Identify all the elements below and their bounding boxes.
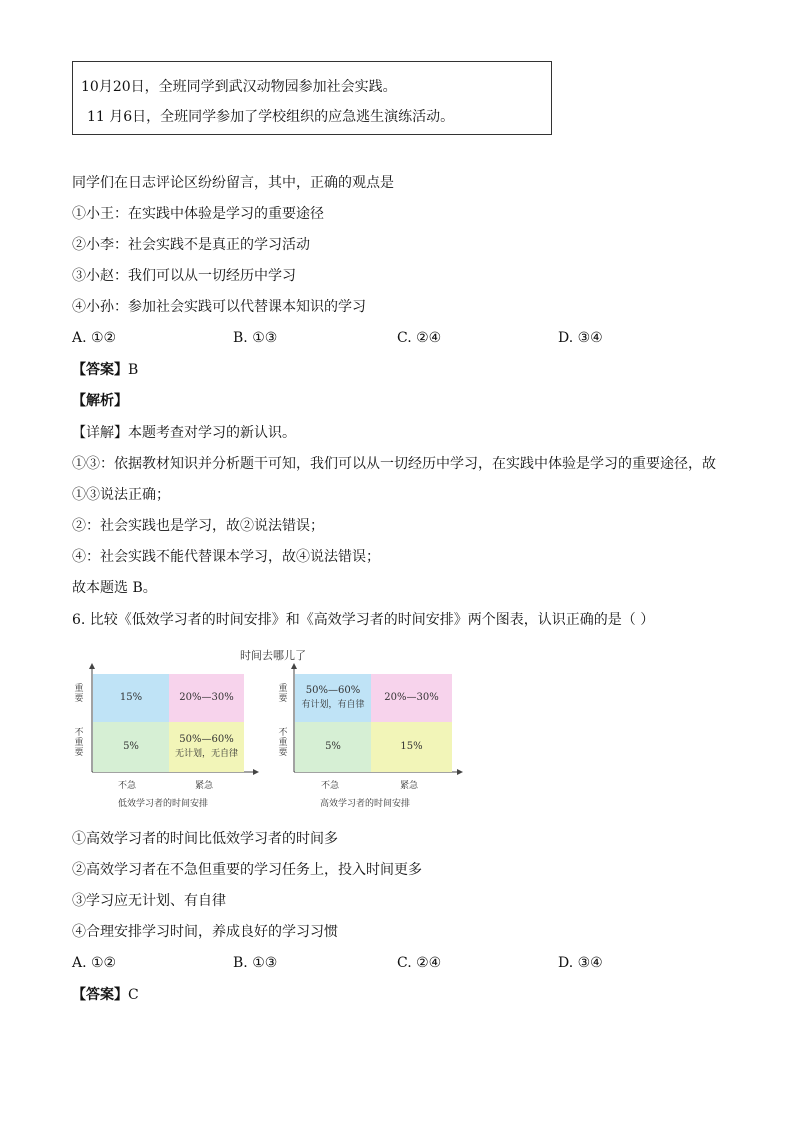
right-chart-caption: 高效学习者的时间安排 [320, 799, 411, 809]
q5-analysis-line-2: ①③说法正确； [72, 487, 170, 503]
left-cell-bottom-right-note: 无计划，无自律 [174, 749, 238, 759]
right-cell-top-left-note: 有计划，有自律 [301, 700, 365, 710]
q6-option-a: A. ①② [72, 955, 117, 971]
q5-answer [72, 361, 138, 379]
high-efficiency-chart [276, 662, 466, 812]
q6-option-b: B. ①③ [233, 955, 278, 971]
right-x-label-left: 不急 [321, 781, 340, 791]
left-cell-top-left [93, 674, 169, 722]
left-cell-top-right-value: 20%—30% [179, 692, 234, 703]
right-cell-top-left-value: 50%—60% [305, 685, 361, 696]
q5-answer-label: 【答案】 [72, 362, 128, 378]
q5-analysis-line-1: ①③：依据教材知识并分析题干可知，我们可以从一切经历中学习，在实践中体验是学习的重要途径，故 [72, 456, 716, 472]
q6-answer-label: 【答案】 [72, 987, 128, 1003]
right-cell-bottom-left-value: 5% [325, 741, 341, 752]
context-box [72, 61, 552, 135]
q6-answer-value: C [128, 987, 139, 1003]
low-efficiency-chart [72, 662, 272, 812]
box-line-1: 10月20日，全班同学到武汉动物园参加社会实践。 [81, 79, 397, 95]
left-y-label-bottom: 不重要 [74, 728, 84, 758]
q5-statement-1: ①小王：在实践中体验是学习的重要途径 [72, 206, 324, 222]
q6-option-d: D. ③④ [558, 955, 603, 971]
box-line-2: 11 月6日，全班同学参加了学校组织的应急逃生演练活动。 [87, 109, 455, 125]
left-cell-bottom-right [169, 722, 244, 772]
left-cell-bottom-left-value: 5% [123, 741, 139, 752]
right-cell-top-left [295, 674, 371, 722]
q6-option-c: C. ②④ [397, 955, 442, 971]
q5-option-c: C. ②④ [397, 330, 442, 346]
right-y-label-top: 重要 [278, 684, 288, 704]
right-cell-bottom-left [295, 722, 371, 772]
left-cell-top-right [169, 674, 244, 722]
right-cell-top-right [371, 674, 452, 722]
q5-option-d: D. ③④ [558, 330, 603, 346]
q5-detail [72, 424, 296, 442]
q6-statement-2: ②高效学习者在不急但重要的学习任务上，投入时间更多 [72, 862, 422, 878]
q5-statement-3: ③小赵：我们可以从一切经历中学习 [72, 268, 296, 284]
left-y-label-top: 重要 [74, 684, 84, 704]
q6-answer [72, 986, 139, 1004]
chart-title: 时间去哪儿了 [240, 649, 306, 662]
q5-statement-4: ④小孙：参加社会实践可以代替课本知识的学习 [72, 299, 366, 315]
left-chart-caption: 低效学习者的时间安排 [118, 799, 209, 809]
q5-analysis-label [72, 392, 128, 410]
q5-analysis-label-text: 【解析】 [72, 393, 128, 409]
q6-statement-3: ③学习应无计划、有自律 [72, 893, 226, 909]
right-y-label-bottom: 不重要 [278, 728, 288, 758]
q6-stem: 6. 比较《低效学习者的时间安排》和《高效学习者的时间安排》两个图表，认识正确的是（ ） [72, 612, 655, 628]
left-cell-bottom-right-value: 50%—60% [179, 734, 234, 745]
q5-analysis-line-4: ④：社会实践不能代替课本学习，故④说法错误； [72, 549, 380, 565]
q5-option-a: A. ①② [72, 330, 117, 346]
q6-statement-4: ④合理安排学习时间，养成良好的学习习惯 [72, 924, 338, 940]
right-cell-bottom-right-value: 15% [400, 741, 423, 752]
right-x-label-right: 紧急 [400, 781, 419, 791]
q5-analysis-line-5: 故本题选 B。 [72, 580, 157, 596]
q6-statement-1: ①高效学习者的时间比低效学习者的时间多 [72, 831, 338, 847]
q5-statement-2: ②小李：社会实践不是真正的学习活动 [72, 237, 310, 253]
q5-option-b: B. ①③ [233, 330, 278, 346]
q5-analysis-line-3: ②：社会实践也是学习，故②说法错误； [72, 518, 324, 534]
left-cell-bottom-left [93, 722, 169, 772]
q5-detail-text: 本题考查对学习的新认识。 [128, 425, 296, 441]
right-cell-bottom-right [371, 722, 452, 772]
q5-stem: 同学们在日志评论区纷纷留言，其中，正确的观点是 [72, 175, 394, 191]
left-x-label-left: 不急 [118, 781, 137, 791]
left-cell-top-left-value: 15% [119, 692, 143, 703]
right-cell-top-right-value: 20%—30% [384, 692, 439, 703]
q5-answer-value: B [128, 362, 139, 378]
q5-detail-label: 【详解】 [72, 425, 128, 441]
left-x-label-right: 紧急 [195, 781, 214, 791]
